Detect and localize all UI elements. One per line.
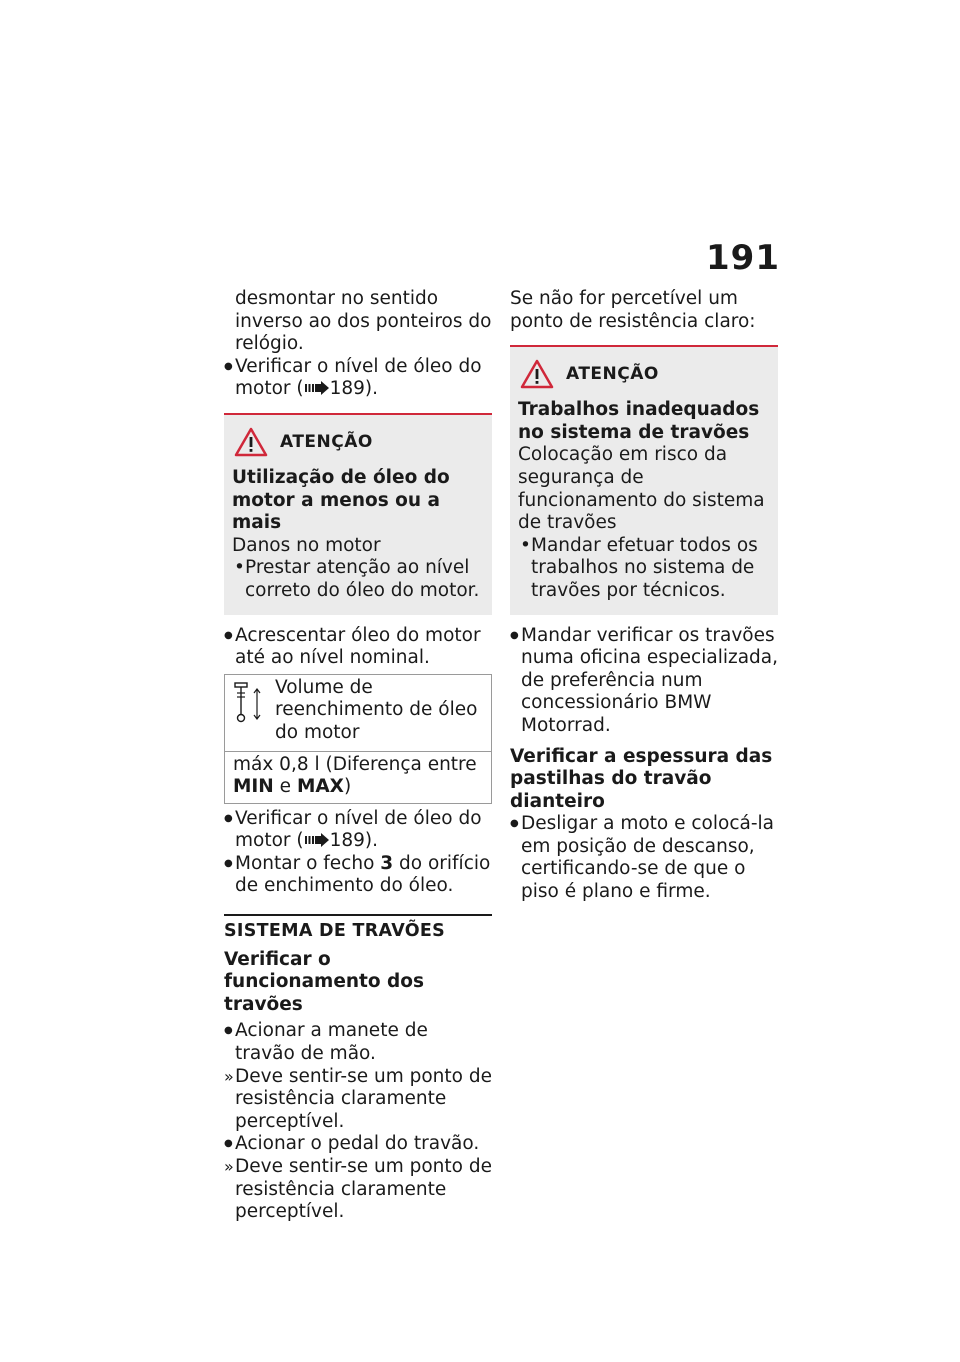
step-add-oil: ● Acrescentar óleo do motor até ao nível nominal.	[224, 625, 492, 670]
warning-header	[234, 427, 484, 457]
oil-volume-value: máx 0,8 l (Diferença entre MIN e MAX)	[233, 753, 477, 798]
oil-volume-label: Volume de reenchimento de óleo do motor	[275, 676, 478, 743]
max-mark: MAX	[296, 776, 344, 798]
intro-text: Se não for percetível um ponto de resistência claro:	[510, 288, 756, 332]
subsection-title: Verificar o funcionamento dos travões	[224, 948, 425, 1015]
warning-consequence: Colocação em risco da segurança de funcionamento do sistema de travões	[518, 444, 765, 534]
warning-header	[520, 359, 770, 389]
warning-box-brakes	[510, 345, 778, 614]
warning-measure: • Mandar efetuar todos os trabalhos no sistema de travões por técnicos.	[518, 535, 770, 603]
step-workshop-check: ● Mandar verificar os travões numa oficina especializada, de preferência num concessionário BMW Motorrad.	[510, 625, 778, 738]
step-check-oil-level-2: ● Verificar o nível de óleo do motor ( 189).	[224, 808, 492, 853]
warning-triangle-icon	[520, 359, 554, 389]
page-number: 191	[706, 238, 780, 278]
page-reference[interactable]: 189).	[329, 830, 379, 852]
page-reference-arrow-icon	[305, 833, 329, 847]
section-title: SISTEMA DE TRAVÕES	[224, 921, 446, 942]
warning-subtitle: Trabalhos inadequados no sistema de travões	[518, 399, 760, 443]
result-hand-brake: » Deve sentir-se um ponto de resistência claramente perceptível.	[224, 1066, 492, 1134]
subsection-title: Verificar a espessura das pastilhas do travão dianteiro	[510, 745, 773, 812]
warning-title: ATENÇÃO	[566, 363, 659, 384]
page-reference[interactable]: 189).	[329, 378, 379, 400]
step-apply-foot-brake: ● Acionar o pedal do travão.	[224, 1133, 492, 1156]
left-column	[224, 288, 492, 1224]
warning-title: ATENÇÃO	[280, 431, 373, 452]
right-column	[510, 288, 778, 904]
page-reference-arrow-icon	[305, 381, 329, 395]
warning-triangle-icon	[234, 427, 268, 457]
step-park-motorcycle: ● Desligar a moto e colocá-la em posição de descanso, certificando-se de que o piso é plano e firme.	[510, 813, 778, 903]
oil-dipstick-icon	[231, 681, 265, 725]
result-foot-brake: » Deve sentir-se um ponto de resistência claramente perceptível.	[224, 1156, 492, 1224]
warning-measure: • Prestar atenção ao nível correto do óleo do motor.	[232, 557, 484, 602]
oil-volume-table	[224, 674, 492, 804]
section-divider	[224, 914, 492, 943]
step-check-oil-level-1: ● Verificar o nível de óleo do motor ( 189).	[224, 356, 492, 401]
min-mark: MIN	[233, 776, 274, 798]
warning-consequence: Danos no motor	[232, 534, 381, 556]
intro-continuation: desmontar no sentido inverso ao dos ponteiros do relógio.	[235, 288, 492, 355]
warning-box-oil	[224, 413, 492, 615]
step-apply-hand-brake: ● Acionar a manete de travão de mão.	[224, 1020, 492, 1065]
warning-subtitle: Utilização de óleo do motor a menos ou a mais	[232, 466, 450, 534]
step-mount-cap: ● Montar o fecho 3 do orifício de enchimento do óleo.	[224, 853, 492, 898]
